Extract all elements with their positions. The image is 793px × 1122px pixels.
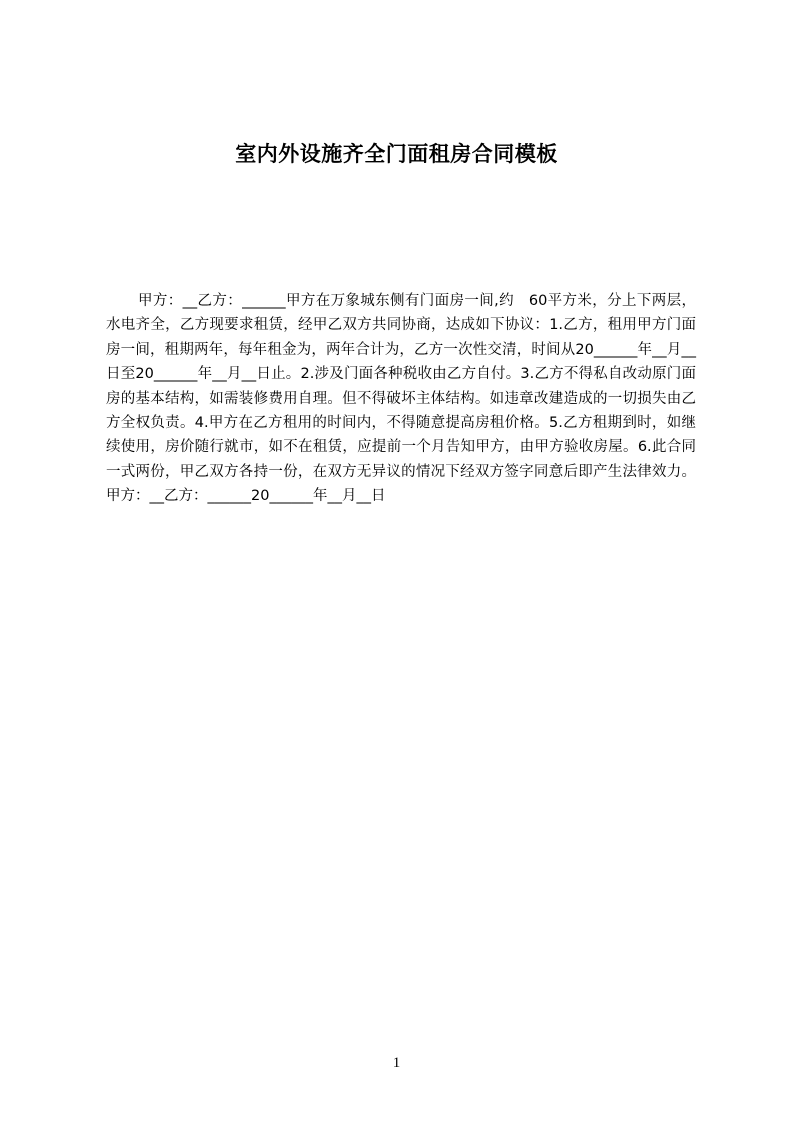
contract-body-paragraph: 甲方：__乙方：______甲方在万象城东侧有门面房一间,约 60平方米，分上下两层，水电齐全，乙方现要求租赁，经甲乙双方共同协商，达成如下协议：1.乙方，租用甲方门面房一间，租期两年，每年租金为，两年合计为，乙方一次性交清，时间从20______年__月__日至20______年__月__日止。2.涉及门面各种税收由乙方自付。3.乙方不得私自改动原门面房的基本结构，如需装修费用自理。但不得破坏主体结构。如违章改建造成的一切损失由乙方全权负责。4.甲方在乙方租用的时间内，不得随意提高房租价格。5.乙方租期到时，如继续使用，房价随行就市，如不在租赁，应提前一个月告知甲方，由甲方验收房屋。6.此合同一式两份，甲乙双方各持一份，在双方无异议的情况下经双方签字同意后即产生法律效力。甲方：__乙方：______20______年__月__日 bbox=[106, 293, 696, 505]
page-number: 1 bbox=[392, 1055, 401, 1071]
document-title: 室内外设施齐全门面租房合同模板 bbox=[235, 142, 558, 166]
